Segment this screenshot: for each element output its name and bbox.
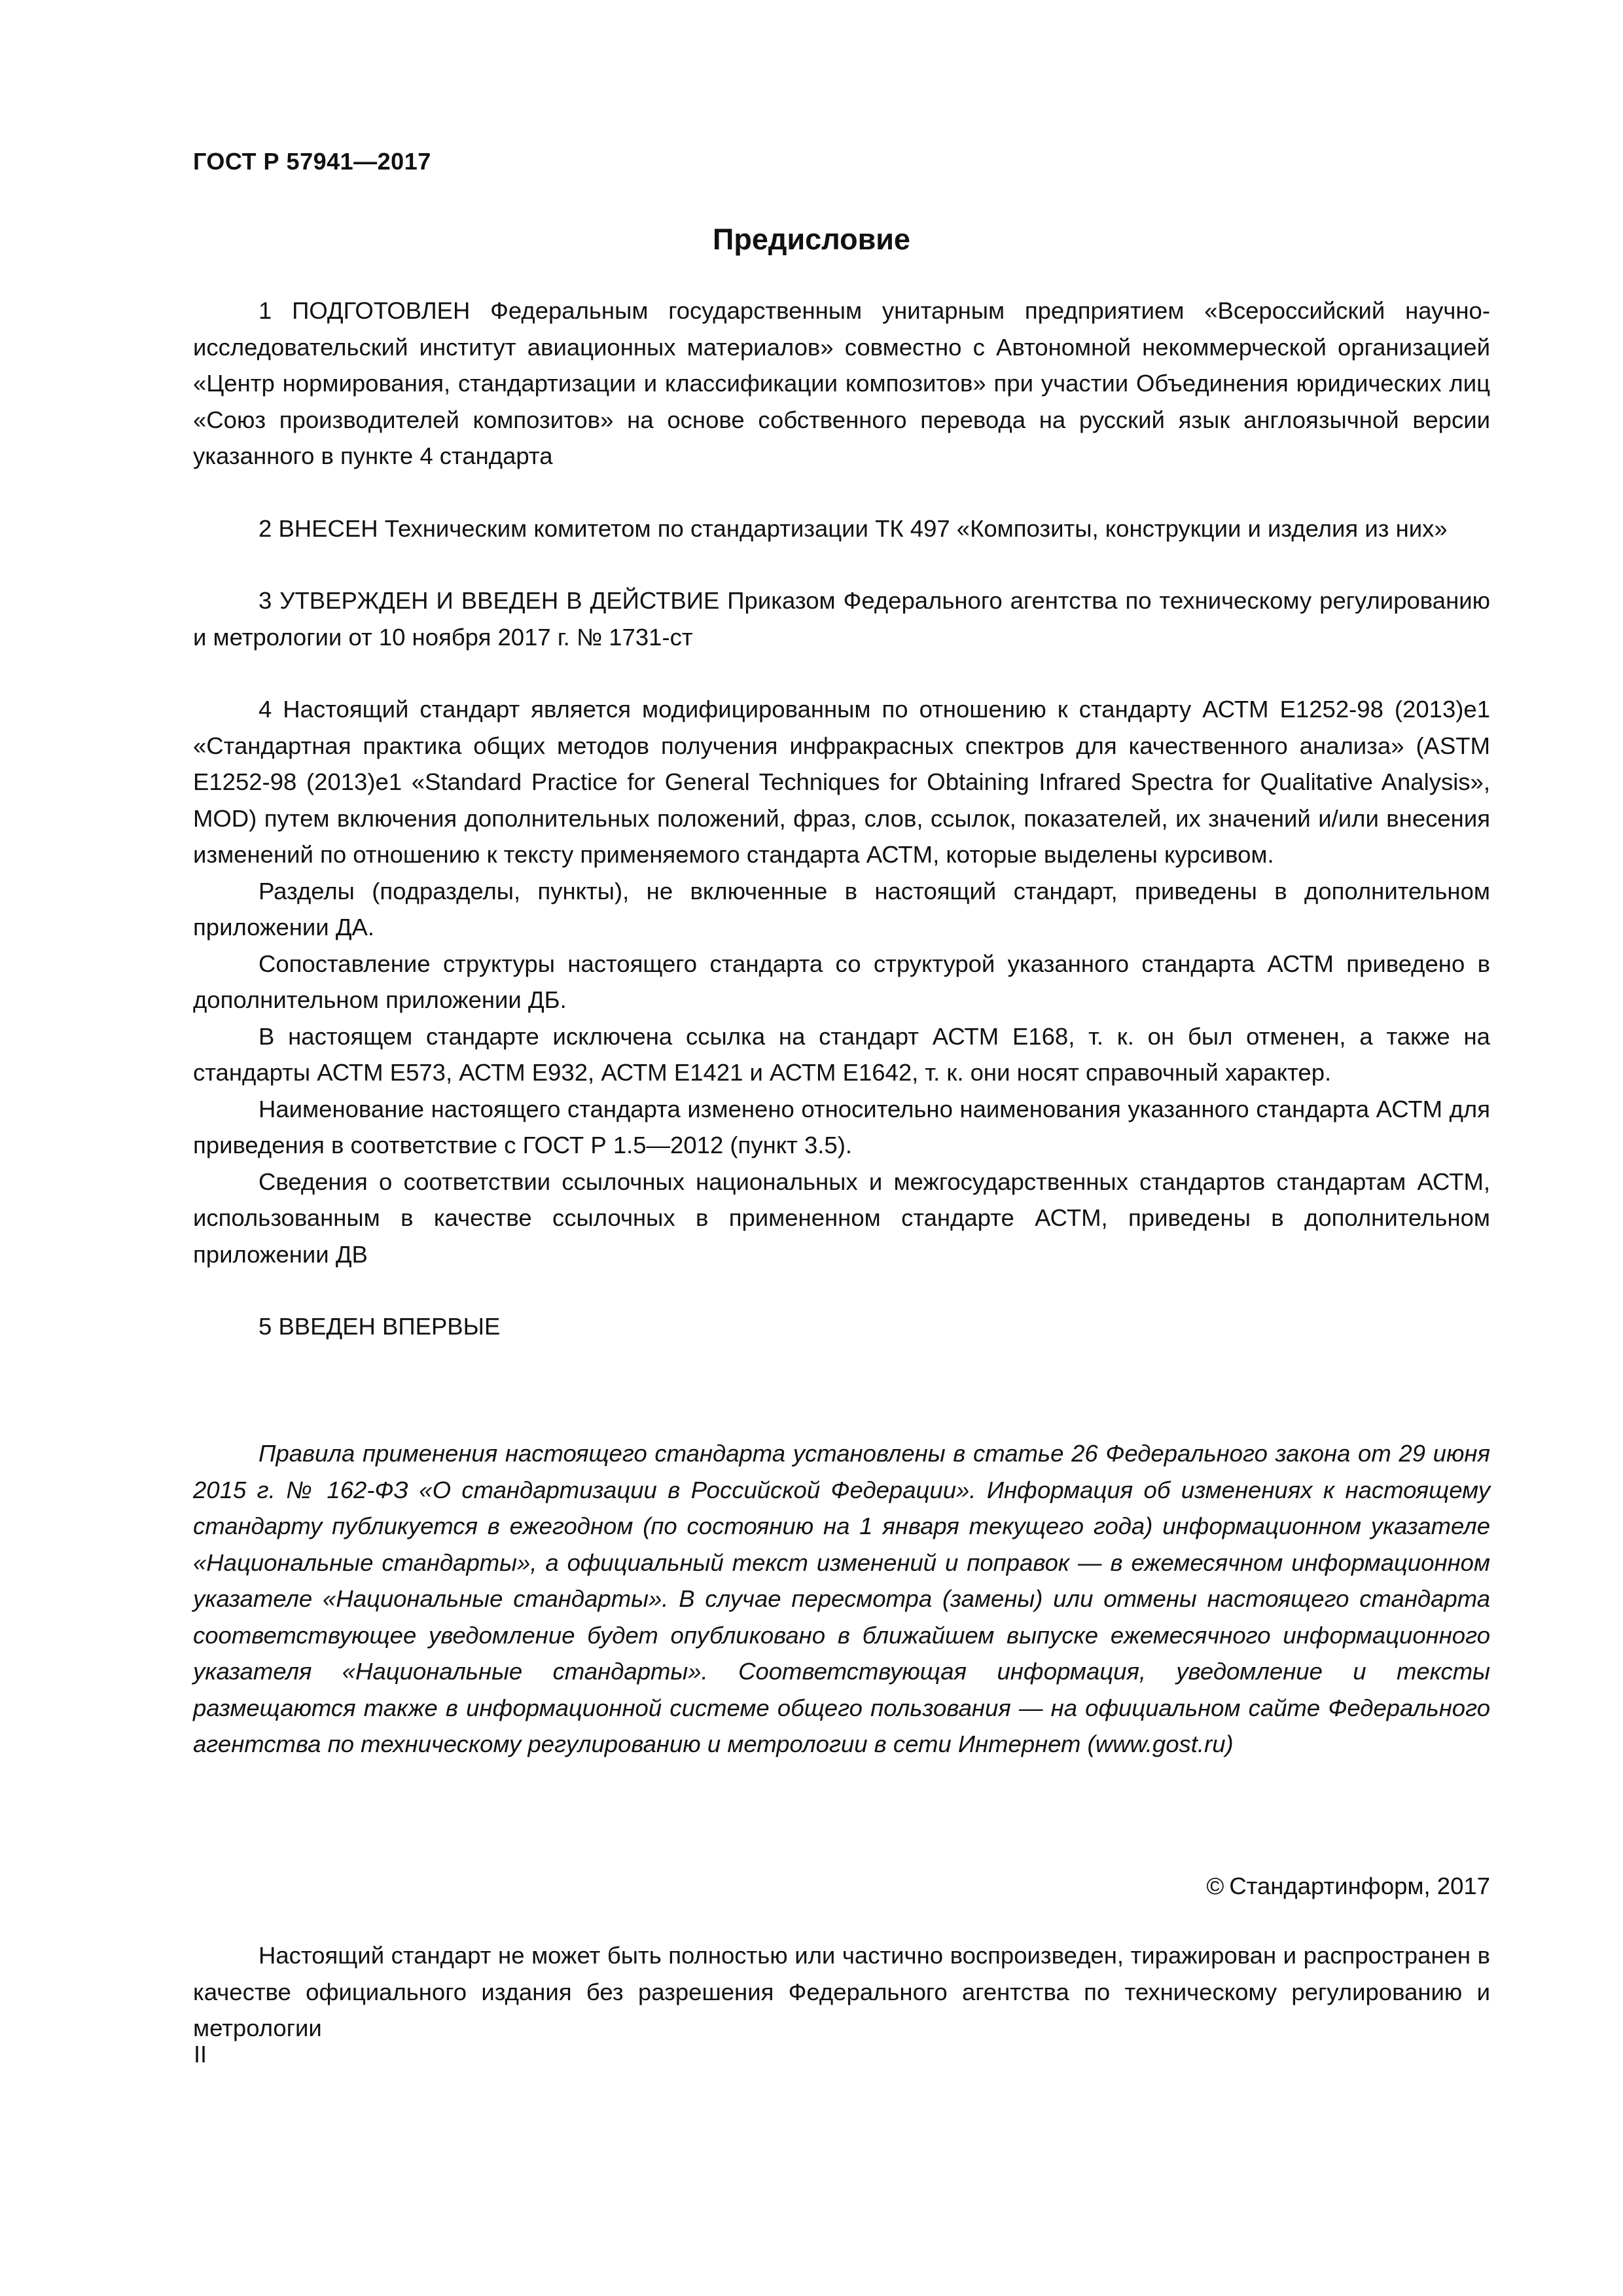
application-rules-notice: Правила применения настоящего стандарта установлены в статье 26 Федерального закона от 29 июня 2015 г. № 162-ФЗ «О стандартизации в Российской Федерации». Информация об изменениях к настоящему стандарту публикуется в ежегодном (по состоянию на 1 января текущего года) информационном указателе «Национальные стандарты», а официальный текст изменений и поправок — в ежемесячном информационном указателе «Национальные стандарты». В случае пересмотра (замены) или отмены настоящего стандарта соответствующее уведомление будет опубликовано в ближайшем выпуске ежемесячного информационного указателя «Национальные стандарты». Соответствующая информация, уведомление и тексты размещаются также в информационной системе общего пользования — на официальном сайте Федерального агентства по техническому регулированию и метрологии в сети Интернет (www.gost.ru) xyxy=(193,1440,1490,1757)
page-title: Предисловие xyxy=(713,223,910,256)
paragraph-excluded-references: В настоящем стандарте исключена ссылка на стандарт АСТМ Е168, т. к. он был отменен, а также на стандарты АСТМ Е573, АСТМ Е932, АСТМ Е1421 и АСТМ Е1642, т. к. они носят справочный характер. xyxy=(193,1022,1490,1086)
foreword-body xyxy=(193,293,1490,1345)
paragraph-approved: 3 УТВЕРЖДЕН И ВВЕДЕН В ДЕЙСТВИЕ Приказом Федерального агентства по техническому регулированию и метрологии от 10 ноября 2017 г. № 1731-ст xyxy=(193,587,1490,651)
page-number: II xyxy=(194,2041,207,2068)
paragraph-introduced-by: 2 ВНЕСЕН Техническим комитетом по стандартизации ТК 497 «Композиты, конструкции и изделия из них» xyxy=(259,514,1448,542)
copyright-line xyxy=(1206,1873,1490,1900)
copyright-symbol: © xyxy=(1206,1873,1224,1899)
paragraph-excluded-sections: Разделы (подразделы, пункты), не включенные в настоящий стандарт, приведены в дополнительном приложении ДА. xyxy=(193,877,1490,941)
paragraph-first-introduced: 5 ВВЕДЕН ВПЕРВЫЕ xyxy=(259,1313,501,1340)
document-code: ГОСТ Р 57941—2017 xyxy=(193,148,431,175)
paragraph-modified-standard: 4 Настоящий стандарт является модифицированным по отношению к стандарту АСТМ Е1252-98 (2013)е1 «Стандартная практика общих методов получения инфракрасных спектров для качественного анализа» (ASTM E1252-98 (2013)e1 «Standard Practice for General Techniques for Obtaining Infrared Spectra for Qualitative Analysis», MOD) путем включения дополнительных положений, фраз, слов, ссылок, показателей, их значений и/или внесения изменений по отношению к тексту применяемого стандарта АСТМ, которые выделены курсивом. xyxy=(193,696,1490,868)
paragraph-structure-comparison: Сопоставление структуры настоящего стандарта со структурой указанного стандарта АСТМ приведено в дополнительном приложении ДБ. xyxy=(193,950,1490,1013)
paragraph-reference-compliance: Сведения о соответствии ссылочных национальных и межгосударственных стандартов стандартам АСТМ, использованным в качестве ссылочных в примененном стандарте АСТМ, приведены в дополнительном приложении ДВ xyxy=(193,1168,1490,1268)
copyright-text: Стандартинформ, 2017 xyxy=(1229,1873,1490,1899)
paragraph-title-change: Наименование настоящего стандарта изменено относительно наименования указанного стандарта АСТМ для приведения в соответствие с ГОСТ Р 1.5—2012 (пункт 3.5). xyxy=(193,1095,1490,1158)
paragraph-prepared-by: 1 ПОДГОТОВЛЕН Федеральным государственным унитарным предприятием «Всероссийский научно-исследовательский институт авиационных материалов» совместно с Автономной некоммерческой организацией «Центр нормирования, стандартизации и классификации композитов» при участии Объединения юридических лиц «Союз производителей композитов» на основе собственного перевода на русский язык англоязычной версии указанного в пункте 4 стандарта xyxy=(193,297,1490,469)
reproduction-notice: Настоящий стандарт не может быть полностью или частично воспроизведен, тиражирован и распространен в качестве официального издания без разрешения Федерального агентства по техническому регулированию и метрологии xyxy=(193,1942,1490,2041)
